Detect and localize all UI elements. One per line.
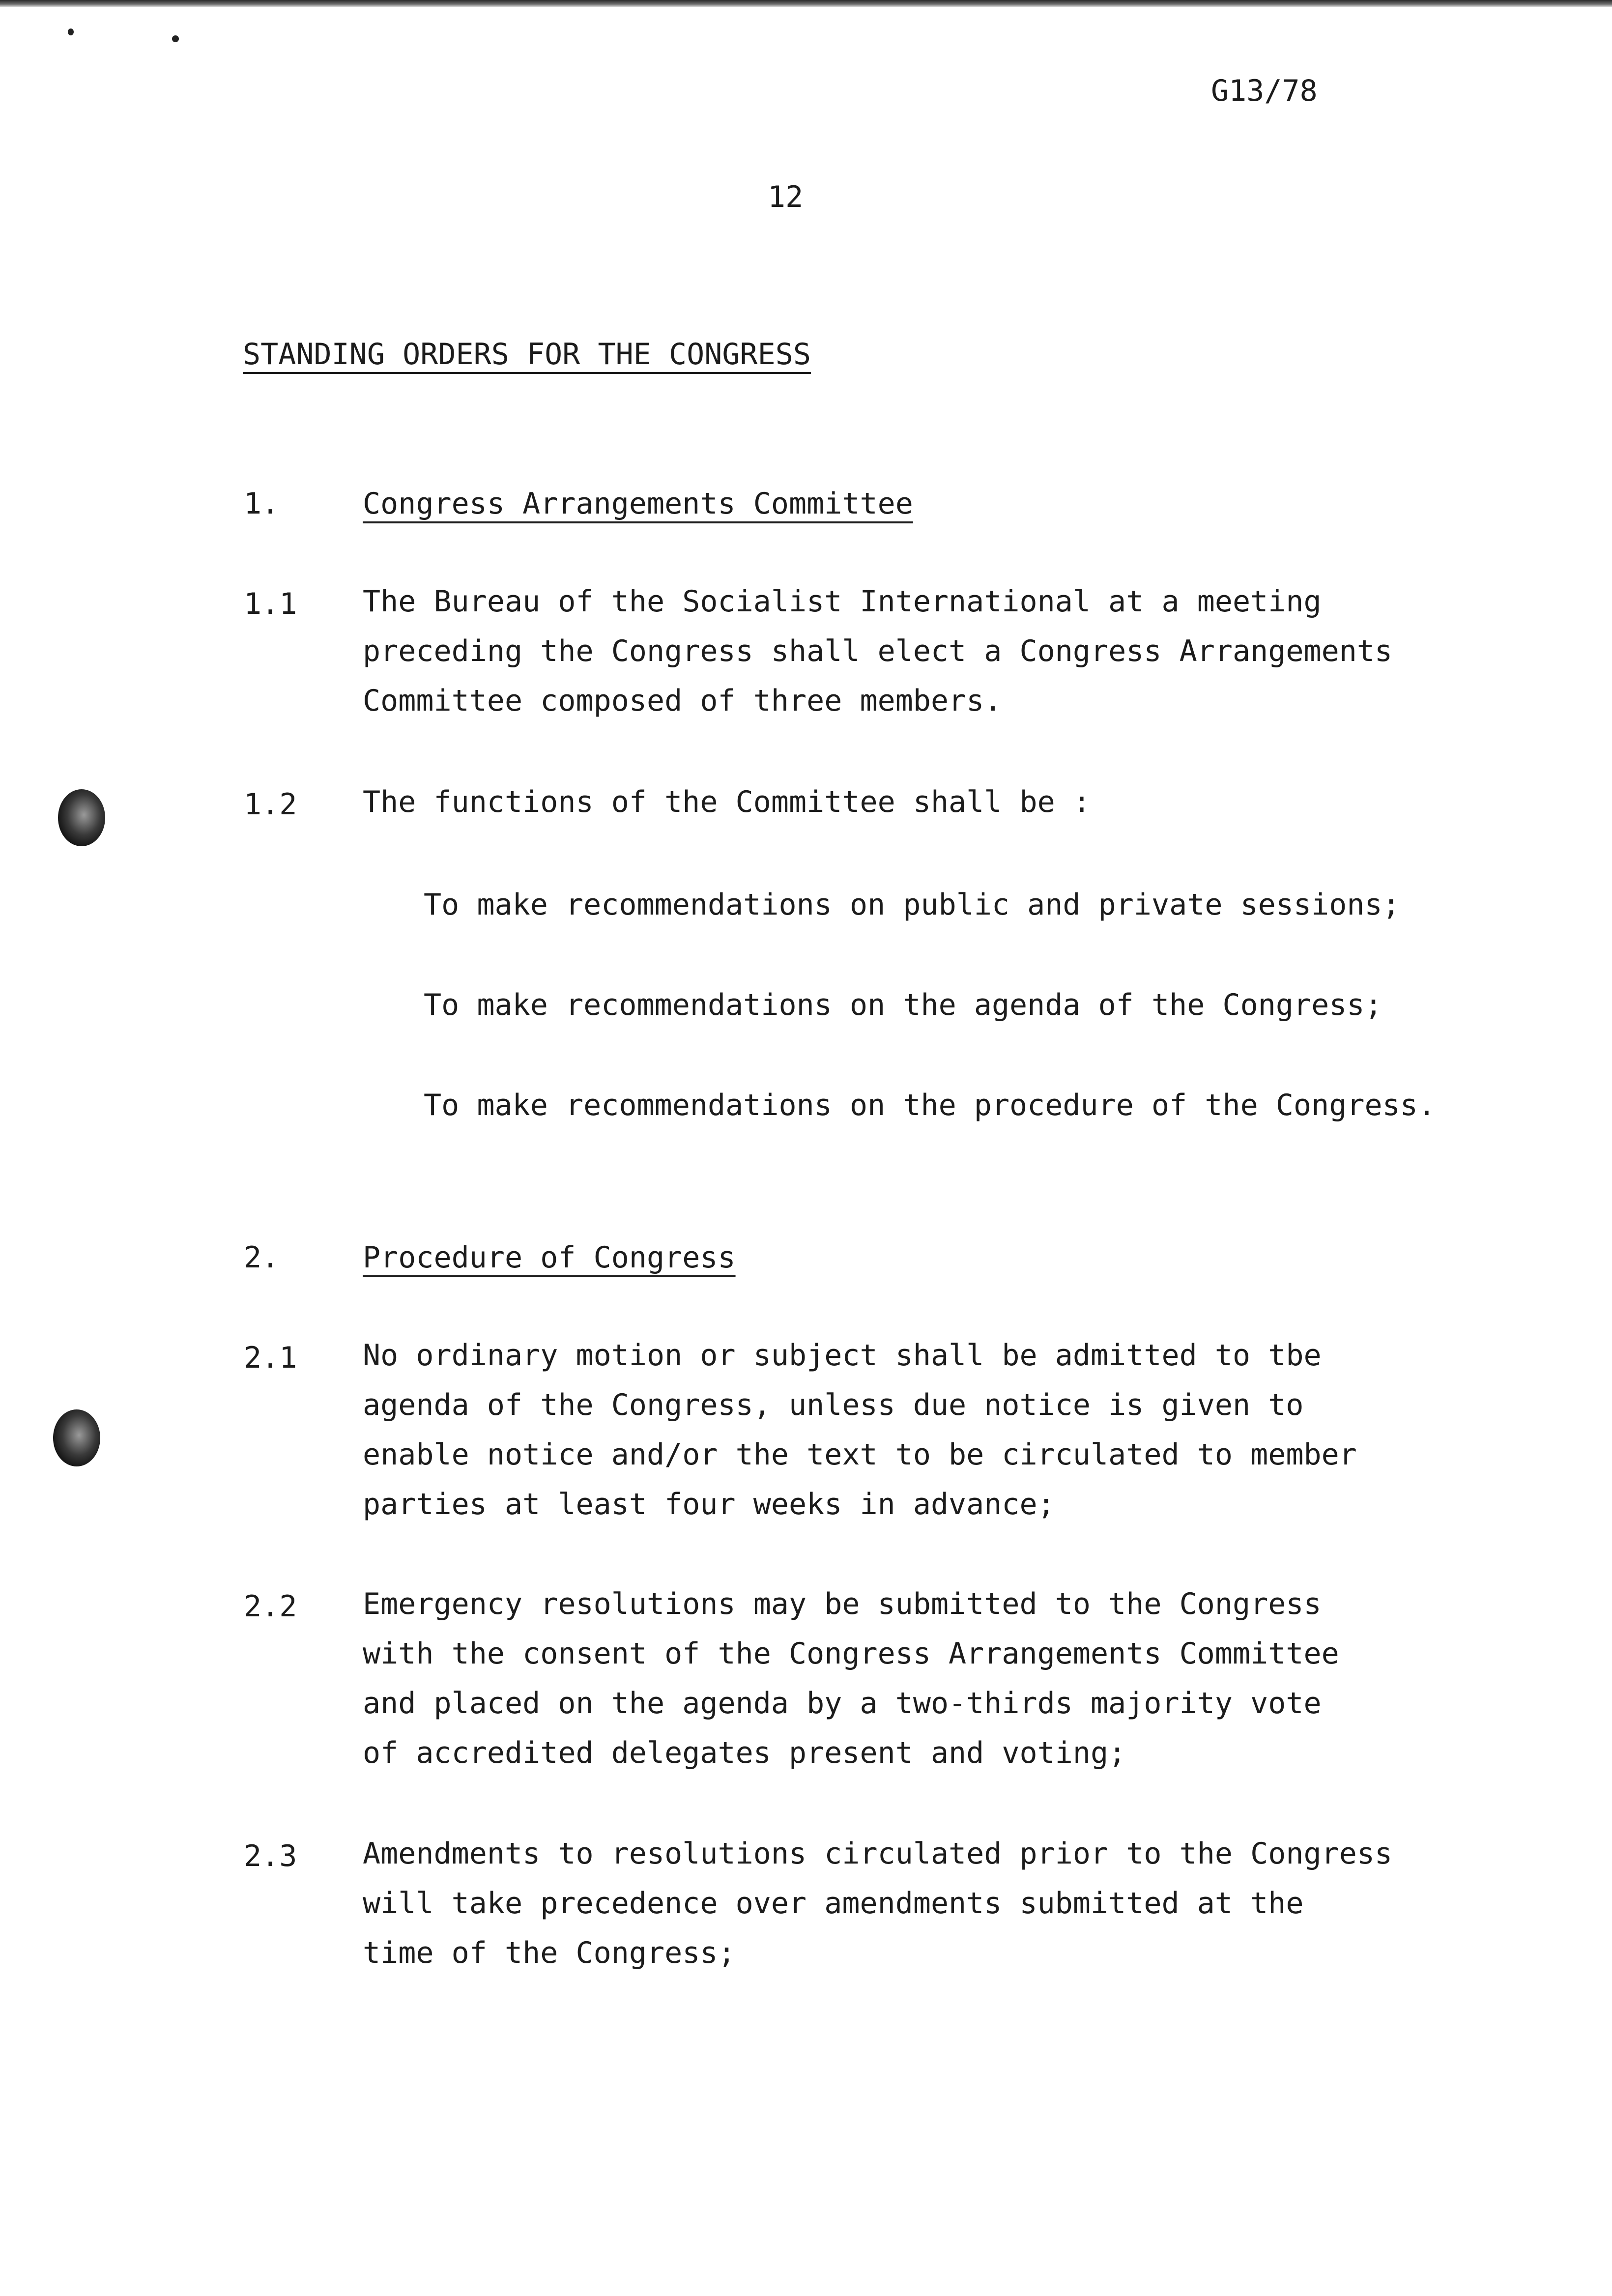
scan-top-edge [0, 0, 1612, 7]
page-number: 12 [768, 180, 804, 214]
clause-text [363, 1829, 1601, 1978]
clause-line: The functions of the Committee shall be : [363, 785, 1091, 819]
section-heading: Congress Arrangements Committee [363, 487, 913, 521]
section-number: 1. [244, 487, 280, 521]
function-item: To make recommendations on the procedure of the Congress. [424, 1088, 1436, 1122]
clause-text [363, 777, 1601, 827]
clause-text [363, 577, 1601, 726]
scan-speck [68, 29, 74, 35]
clause-line: preceding the Congress shall elect a Congress Arrangements [363, 634, 1393, 668]
function-item: To make recommendations on the agenda of the Congress; [424, 988, 1382, 1022]
section-heading: Procedure of Congress [363, 1240, 736, 1275]
document-title: STANDING ORDERS FOR THE CONGRESS [243, 337, 811, 372]
clause-line: The Bureau of the Socialist International at a meeting [363, 584, 1322, 619]
clause-line: enable notice and/or the text to be circulated to member [363, 1437, 1357, 1472]
clause-number: 1.1 [244, 587, 297, 621]
clause-line: Emergency resolutions may be submitted to the Congress [363, 1587, 1322, 1621]
clause-number: 2.1 [244, 1341, 297, 1375]
document-reference: G13/78 [1211, 74, 1318, 108]
punch-hole [58, 789, 105, 846]
clause-line: will take precedence over amendments submitted at the [363, 1886, 1304, 1921]
section-number: 2. [244, 1240, 280, 1275]
clause-number: 2.3 [244, 1839, 297, 1873]
clause-line: parties at least four weeks in advance; [363, 1487, 1055, 1521]
clause-line: with the consent of the Congress Arrangements Committee [363, 1636, 1339, 1671]
clause-line: agenda of the Congress, unless due notice is given to [363, 1388, 1304, 1422]
clause-text [363, 1579, 1601, 1778]
clause-line: Amendments to resolutions circulated prior to the Congress [363, 1837, 1393, 1871]
function-item: To make recommendations on public and private sessions; [424, 888, 1400, 922]
clause-line: and placed on the agenda by a two-thirds majority vote [363, 1686, 1322, 1721]
clause-line: No ordinary motion or subject shall be admitted to tbe [363, 1338, 1322, 1373]
clause-line: Committee composed of three members. [363, 684, 1002, 718]
clause-line: of accredited delegates present and voting; [363, 1736, 1126, 1770]
clause-line: time of the Congress; [363, 1936, 736, 1970]
clause-text [363, 1331, 1601, 1529]
punch-hole [53, 1409, 100, 1466]
clause-number: 1.2 [244, 787, 297, 822]
clause-number: 2.2 [244, 1589, 297, 1624]
scan-speck [172, 35, 179, 42]
